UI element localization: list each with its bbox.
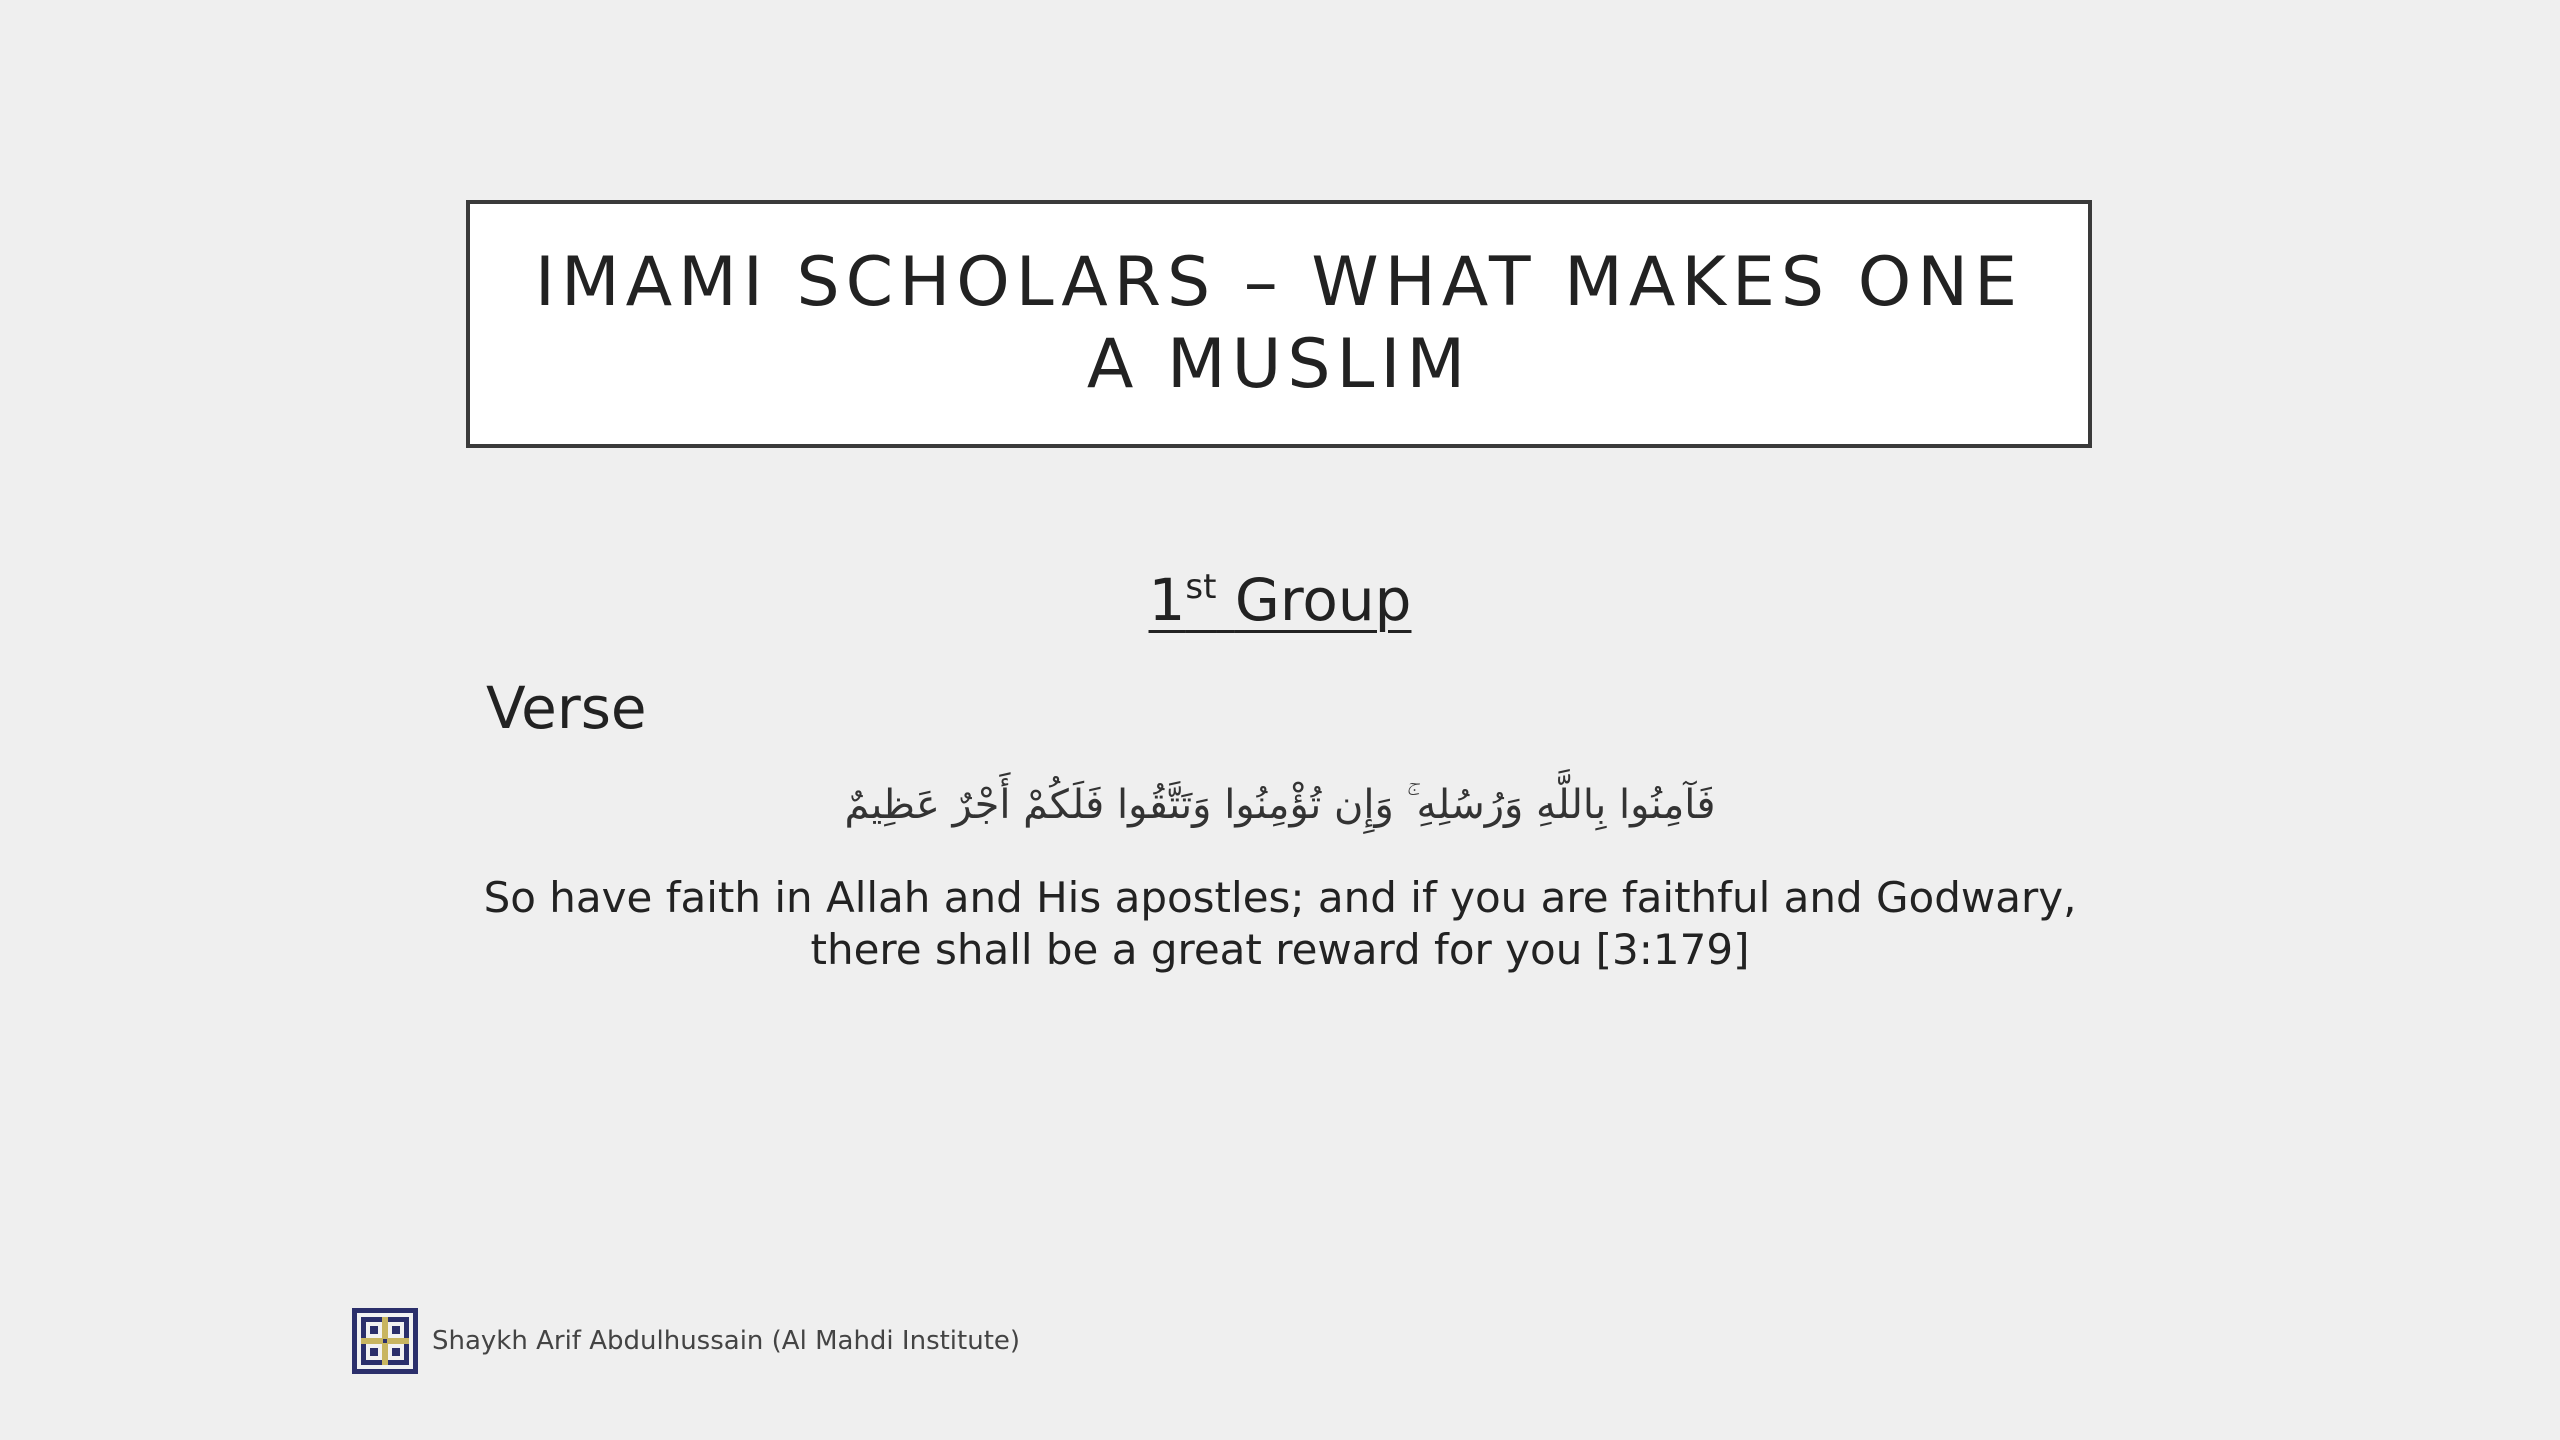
group-number: 1 [1148, 566, 1186, 634]
footer-credit: Shaykh Arif Abdulhussain (Al Mahdi Institute) [432, 1326, 1021, 1356]
group-ordinal-suffix: st [1185, 567, 1217, 607]
verse-label: Verse [486, 674, 647, 742]
title-box [466, 200, 2092, 448]
group-heading [0, 560, 2560, 640]
footer [352, 1306, 1020, 1376]
institute-logo-icon [352, 1308, 418, 1374]
group-label: Group [1234, 566, 1412, 634]
group-heading-underlined [1149, 566, 1412, 634]
verse-translation: So have faith in Allah and His apostles; and if you are faithful and Godwary, there shall be a great reward for you [3:179] [483, 873, 2077, 974]
slide-title: IMAMI SCHOLARS – WHAT MAKES ONE A MUSLIM [534, 243, 2024, 404]
arabic-verse: فَآمِنُوا بِاللَّهِ وَرُسُلِهِ ۚ وَإِن تُؤْمِنُوا وَتَتَّقُوا فَلَكُمْ أَجْرٌ عَظِيمٌ [844, 782, 1716, 828]
